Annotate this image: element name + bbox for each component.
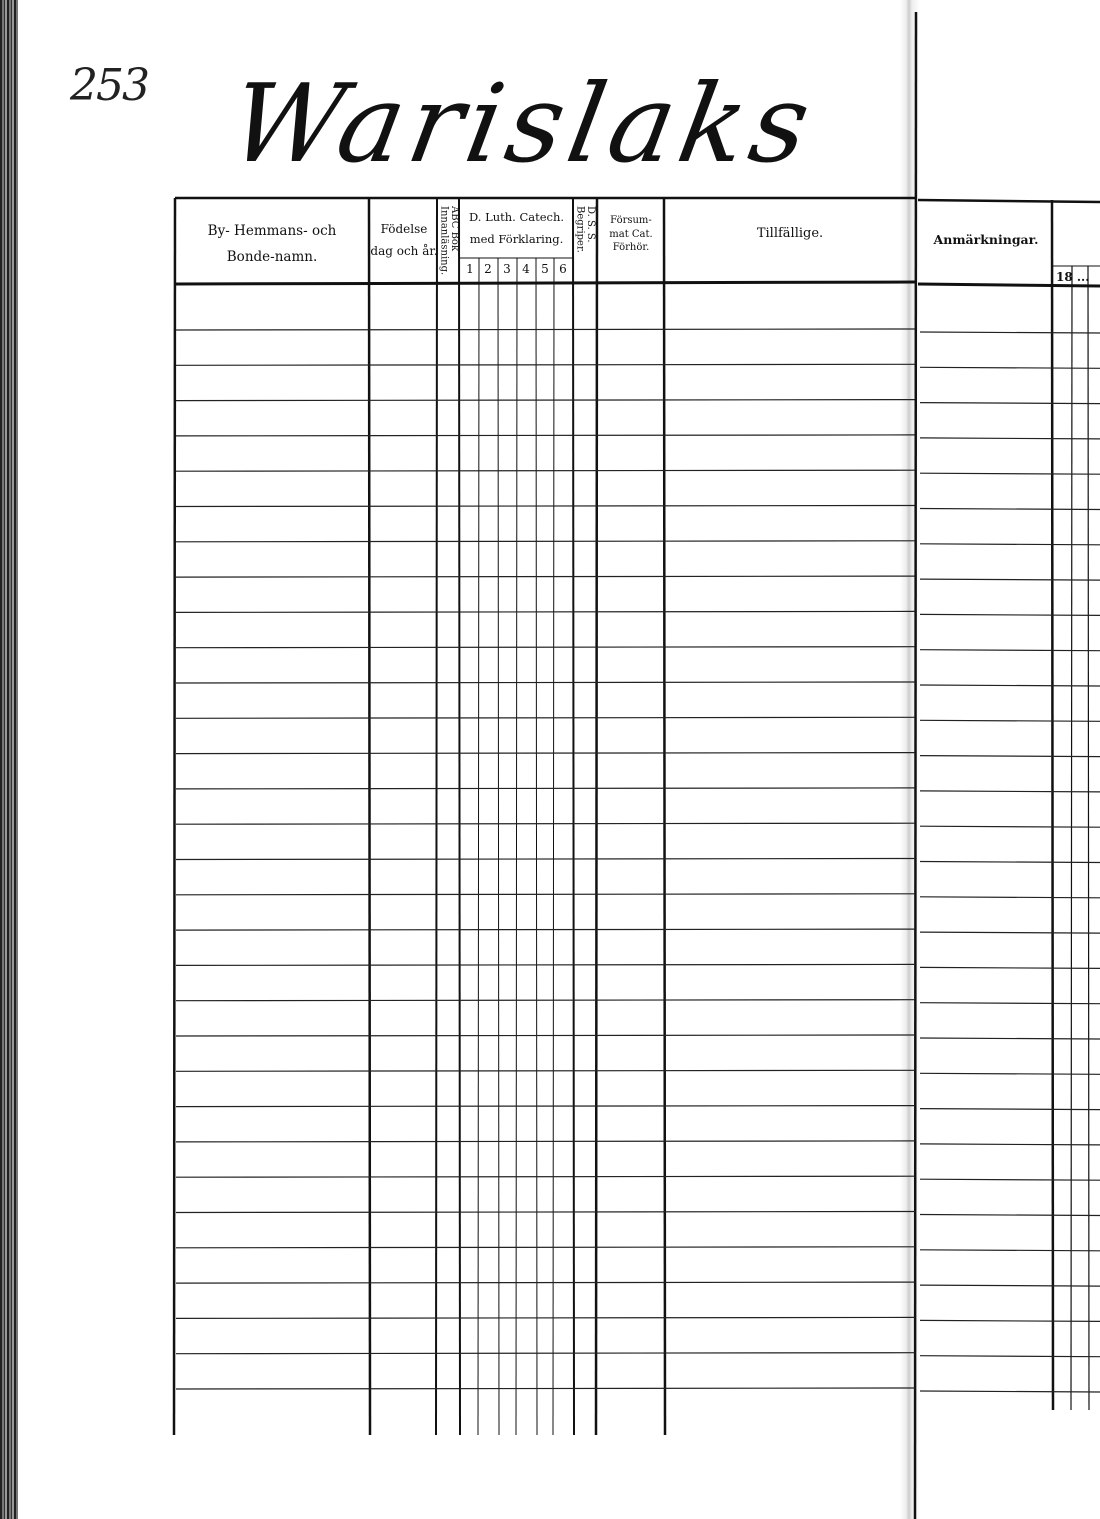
row-rule	[176, 1176, 915, 1177]
catech-number-5: 5	[541, 262, 549, 276]
header-dss-begriper-line1: D. S. S.	[585, 206, 596, 243]
row-rule-right	[920, 332, 1100, 333]
column-rule	[664, 198, 665, 1435]
row-rule	[176, 682, 915, 683]
column-rule	[1088, 266, 1089, 1410]
header-year-prefix: 18 ...	[1056, 270, 1090, 284]
header-abc-bok	[438, 206, 459, 280]
row-rule-right	[920, 473, 1100, 474]
row-rule-right	[920, 1109, 1100, 1110]
row-rule	[176, 611, 915, 612]
header-luth-catech-line2: med Förklaring.	[469, 232, 564, 246]
column-rule	[1052, 200, 1053, 1410]
row-rule-right	[920, 967, 1100, 968]
row-rule	[176, 753, 915, 754]
row-rule	[176, 717, 915, 718]
header-dss-begriper-line2: Begriper.	[574, 206, 586, 253]
row-rule	[176, 576, 915, 577]
column-rule	[478, 258, 479, 1435]
column-rule	[369, 198, 370, 1435]
page-number: 253	[70, 60, 148, 111]
row-rule	[176, 1035, 915, 1036]
row-rule-right	[920, 1320, 1100, 1321]
row-rule	[176, 1247, 915, 1248]
row-rule	[176, 1106, 915, 1107]
header-by-hemmans	[182, 218, 362, 270]
row-rule-right	[920, 826, 1100, 827]
header-by-hemmans-line1: By- Hemmans- och	[207, 223, 337, 239]
row-rule-right	[920, 544, 1100, 545]
column-rule	[536, 258, 537, 1435]
row-rule-right	[920, 614, 1100, 615]
row-rule	[176, 929, 915, 930]
row-rule-right	[920, 685, 1100, 686]
row-rule-right	[920, 791, 1100, 792]
row-rule	[176, 1212, 915, 1213]
row-rule-right	[920, 1356, 1100, 1357]
row-rule-right	[920, 438, 1100, 439]
header-bottom-rule	[175, 282, 915, 284]
row-rule-right	[920, 1073, 1100, 1074]
column-rule	[516, 258, 517, 1435]
header-fodelse	[370, 218, 438, 262]
row-rule	[176, 541, 915, 542]
column-rule	[498, 258, 499, 1435]
row-rule	[176, 400, 915, 401]
row-rule	[176, 859, 915, 860]
row-rule-right	[920, 1285, 1100, 1286]
header-anmarkningar: Anmärkningar.	[933, 232, 1039, 247]
village-name-heading: Warislaks	[220, 62, 825, 187]
header-dss-begriper	[574, 206, 595, 280]
row-rule-right	[920, 1215, 1100, 1216]
row-rule-right	[920, 1144, 1100, 1145]
row-rule	[176, 1353, 915, 1354]
column-rule	[436, 198, 437, 1435]
row-rule	[176, 647, 915, 648]
header-by-hemmans-line2: Bonde-namn.	[226, 249, 318, 265]
row-rule-right	[920, 720, 1100, 721]
row-rule-right	[920, 897, 1100, 898]
column-rule	[174, 198, 175, 1435]
row-rule	[176, 1388, 915, 1389]
row-rule	[176, 1000, 915, 1001]
header-luth-catech	[460, 206, 573, 250]
catech-number-6: 6	[559, 262, 567, 276]
column-rule	[1071, 266, 1072, 1410]
row-rule-right	[920, 1038, 1100, 1039]
column-rule	[459, 198, 460, 1435]
row-rule-right	[920, 403, 1100, 404]
row-rule-right	[920, 650, 1100, 651]
row-rule	[176, 894, 915, 895]
right-header-top-rule	[918, 200, 1100, 202]
row-rule-right	[920, 1179, 1100, 1180]
header-abc-bok-line1: ABC Bok	[449, 206, 460, 252]
row-rule	[176, 1317, 915, 1318]
header-fodelse-line1: Födelse	[380, 222, 428, 236]
header-forsummat-line2: mat Cat.	[609, 228, 653, 240]
row-rule-right	[920, 509, 1100, 510]
catech-number-2: 2	[484, 262, 492, 276]
column-rule	[596, 198, 597, 1435]
row-rule-right	[920, 932, 1100, 933]
row-rule-right	[920, 367, 1100, 368]
row-rule	[176, 1070, 915, 1071]
header-abc-bok-line2: Innanläsning.	[438, 206, 450, 276]
row-rule-right	[920, 1003, 1100, 1004]
header-fodelse-line2: dag och år.	[370, 244, 438, 258]
row-rule-right	[920, 1250, 1100, 1251]
row-rule	[176, 964, 915, 965]
row-rule	[176, 470, 915, 471]
row-rule	[176, 1282, 915, 1283]
header-forsummat-line1: Försum-	[610, 215, 652, 226]
column-rule	[915, 12, 916, 1519]
column-rule	[553, 258, 554, 1435]
row-rule	[176, 329, 915, 330]
row-rule	[176, 435, 915, 436]
row-rule-right	[920, 579, 1100, 580]
catech-number-3: 3	[503, 262, 511, 276]
row-rule	[176, 788, 915, 789]
row-rule	[176, 1141, 915, 1142]
row-rule-right	[920, 1391, 1100, 1392]
header-tillfallige: Tillfällige.	[756, 226, 824, 241]
row-rule	[176, 364, 915, 365]
row-rule	[176, 823, 915, 824]
header-luth-catech-line1: D. Luth. Catech.	[468, 210, 565, 224]
column-rule	[573, 198, 574, 1435]
row-rule-right	[920, 756, 1100, 757]
row-rule-right	[920, 862, 1100, 863]
row-rule	[176, 506, 915, 507]
catech-number-1: 1	[466, 262, 474, 276]
catech-number-4: 4	[522, 262, 530, 276]
header-forsummat-line3: Förhör.	[612, 242, 650, 253]
header-forsummat	[598, 214, 664, 255]
